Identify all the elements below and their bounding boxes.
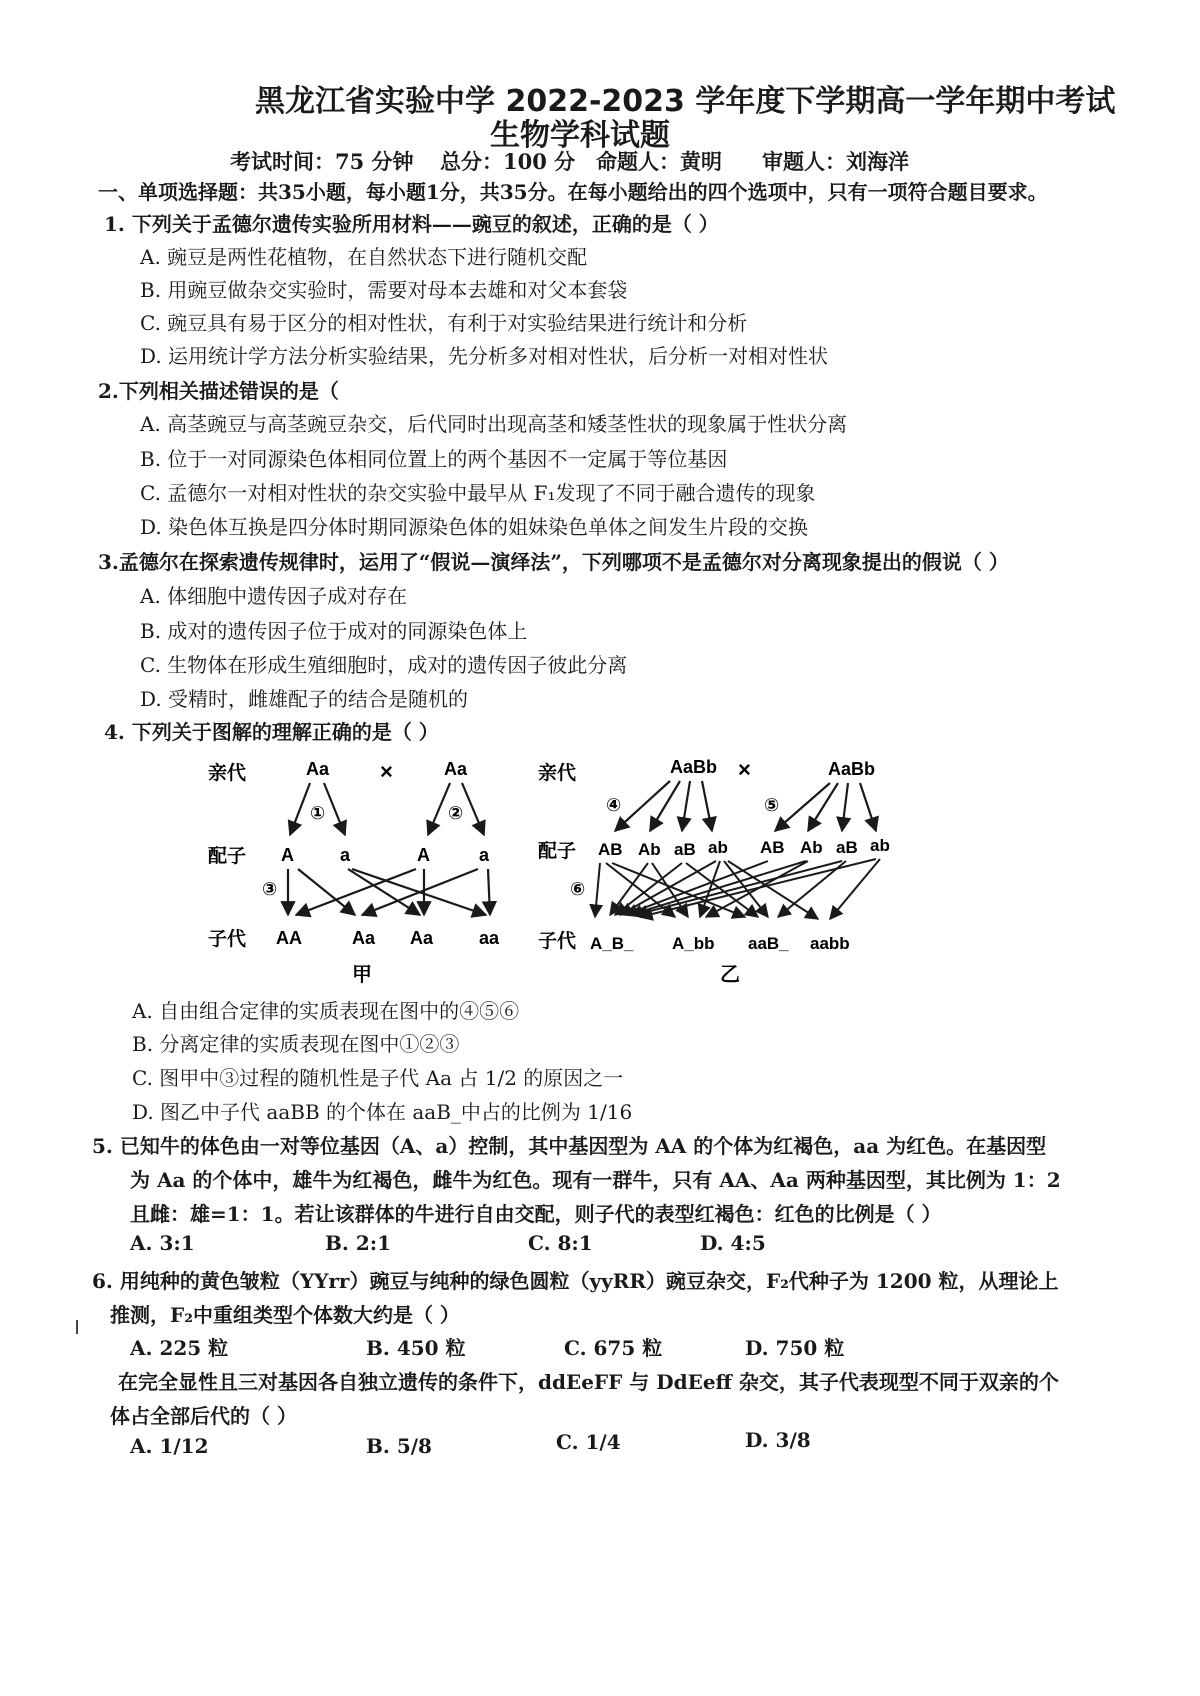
left-gamete-1: A (281, 845, 294, 865)
left-cross-symbol: × (380, 759, 393, 784)
section-heading: 一、单项选择题：共35小题，每小题1分，共35分。在每小题给出的四个选项中，只有一项符合题目要求。 (98, 180, 1048, 204)
left-offspring-3: Aa (410, 928, 434, 948)
q4-option-c: C. 图甲中③过程的随机性是子代 Aa 占 1/2 的原因之一 (132, 1066, 624, 1090)
q2-option-a: A. 高茎豌豆与高茎豌豆杂交，后代同时出现高茎和矮茎性状的现象属于性状分离 (140, 412, 848, 436)
left-offspring-1: AA (276, 928, 302, 948)
q2-option-b: B. 位于一对同源染色体相同位置上的两个基因不一定属于等位基因 (140, 447, 728, 471)
scan-mark (76, 1320, 78, 1334)
question-5-stem-line-2: 为 Aa 的个体中，雄牛为红褐色，雌牛为红色。现有一群牛，只有 AA、Aa 两种基因型，其比例为 1：2 (130, 1168, 1061, 1192)
left-gametes-label: 配子 (208, 846, 247, 867)
step-1-marker: ① (310, 803, 326, 823)
q5-option-c: C. 8:1 (528, 1231, 593, 1255)
q6-option-a: A. 225 粒 (130, 1336, 229, 1360)
left-gamete-2: a (340, 845, 351, 865)
right-offspring-1: A_B_ (590, 934, 634, 953)
question-6-stem-line-1: 6. 用纯种的黄色皱粒（YYrr）豌豆与纯种的绿色圆粒（yyRR）豌豆杂交，F₂代种子为 1200 粒，从理论上 (92, 1269, 1059, 1293)
question-2-stem: 2.下列相关描述错误的是（ (98, 379, 339, 403)
step-2-marker: ② (448, 803, 464, 823)
q4-option-d: D. 图乙中子代 aaBB 的个体在 aaB_中占的比例为 1/16 (132, 1100, 633, 1124)
q4-option-b: B. 分离定律的实质表现在图中①②③ (132, 1032, 460, 1056)
step-6-marker: ⑥ (570, 879, 586, 899)
question-1-stem: 1. 下列关于孟德尔遗传实验所用材料——豌豆的叙述，正确的是（ ） (104, 212, 719, 236)
author: 命题人：黄明 (596, 149, 722, 174)
left-caption: 甲 (352, 964, 372, 986)
q7-option-d: D. 3/8 (745, 1428, 811, 1452)
q7-option-b: B. 5/8 (366, 1434, 432, 1458)
right-gamete-3: aB (674, 840, 696, 859)
question-5-stem-line-1: 5. 已知牛的体色由一对等位基因（A、a）控制，其中基因型为 AA 的个体为红褐色，aa 为红色。在基因型 (92, 1134, 1047, 1158)
question-4-stem: 4. 下列关于图解的理解正确的是（ ） (104, 720, 439, 744)
exam-time: 考试时间：75 分钟 (230, 149, 414, 174)
left-parents-label: 亲代 (208, 763, 247, 784)
right-gamete-7: aB (836, 838, 858, 857)
q6-option-c: C. 675 粒 (564, 1336, 663, 1360)
right-gamete-2: Ab (638, 840, 661, 859)
question-5-stem-line-3: 且雌：雄=1：1。若让该群体的牛进行自由交配，则子代的表型红褐色：红色的比例是（ ） (130, 1202, 942, 1226)
left-offspring-label: 子代 (208, 929, 247, 950)
genetics-diagram (0, 745, 1200, 1005)
left-gamete-4: a (479, 845, 490, 865)
q7-option-c: C. 1/4 (556, 1430, 621, 1454)
q1-option-b: B. 用豌豆做杂交实验时，需要对母本去雄和对父本套袋 (140, 278, 628, 302)
right-offspring-3: aaB_ (748, 934, 789, 953)
question-3-stem: 3.孟德尔在探索遗传规律时，运用了“假说—演绎法”，下列哪项不是孟德尔对分离现象提出的假说（ ） (98, 550, 1009, 574)
right-cross-symbol: × (738, 757, 751, 782)
right-gamete-1: AB (598, 840, 623, 859)
left-gamete-3: A (417, 845, 430, 865)
right-gamete-5: AB (760, 838, 785, 857)
q1-option-c: C. 豌豆具有易于区分的相对性状，有利于对实验结果进行统计和分析 (140, 311, 748, 335)
right-offspring-2: A_bb (672, 934, 715, 953)
right-gamete-8: ab (870, 836, 890, 855)
q2-option-c: C. 孟德尔一对相对性状的杂交实验中最早从 F₁发现了不同于融合遗传的现象 (140, 481, 816, 505)
left-parent-1: Aa (306, 759, 330, 779)
q6-option-b: B. 450 粒 (366, 1336, 466, 1360)
total-score: 总分：100 分 (440, 149, 576, 174)
q3-option-a: A. 体细胞中遗传因子成对存在 (140, 584, 408, 608)
q4-option-a: A. 自由组合定律的实质表现在图中的④⑤⑥ (132, 999, 520, 1023)
q1-option-d: D. 运用统计学方法分析实验结果，先分析多对相对性状，后分析一对相对性状 (140, 344, 829, 368)
q3-option-b: B. 成对的遗传因子位于成对的同源染色体上 (140, 619, 528, 643)
q2-option-d: D. 染色体互换是四分体时期同源染色体的姐妹染色单体之间发生片段的交换 (140, 515, 809, 539)
q5-option-a: A. 3:1 (130, 1231, 195, 1255)
step-3-marker: ③ (262, 879, 278, 899)
right-parent-2: AaBb (828, 759, 876, 779)
q1-option-a: A. 豌豆是两性花植物，在自然状态下进行随机交配 (140, 245, 588, 269)
question-7-stem-line-1: 在完全显性且三对基因各自独立遗传的条件下，ddEeFF 与 DdEeff 杂交，其子代表现型不同于双亲的个 (118, 1370, 1059, 1394)
right-caption: 乙 (720, 964, 740, 986)
exam-subtitle: 生物学科试题 (490, 118, 670, 153)
left-offspring-2: Aa (352, 928, 376, 948)
left-offspring-4: aa (479, 928, 500, 948)
q5-option-d: D. 4:5 (700, 1231, 766, 1255)
step-4-marker: ④ (606, 795, 622, 815)
question-6-stem-line-2: 推测，F₂中重组类型个体数大约是（ ） (110, 1303, 460, 1327)
right-offspring-4: aabb (810, 934, 850, 953)
right-parents-label: 亲代 (538, 763, 577, 784)
q3-option-c: C. 生物体在形成生殖细胞时，成对的遗传因子彼此分离 (140, 653, 628, 677)
right-gamete-6: Ab (800, 838, 823, 857)
reviewer: 审题人：刘海洋 (762, 149, 909, 174)
q5-option-b: B. 2:1 (325, 1231, 392, 1255)
right-gametes-label: 配子 (538, 841, 577, 862)
q3-option-d: D. 受精时，雌雄配子的结合是随机的 (140, 687, 469, 711)
right-gamete-4: ab (708, 838, 728, 857)
q7-option-a: A. 1/12 (130, 1434, 209, 1458)
q6-option-d: D. 750 粒 (745, 1336, 845, 1360)
left-parent-2: Aa (444, 759, 468, 779)
exam-title: 黑龙江省实验中学 2022-2023 学年度下学期高一学年期中考试 (255, 84, 1116, 119)
step-5-marker: ⑤ (764, 795, 780, 815)
question-7-stem-line-2: 体占全部后代的（ ） (110, 1404, 297, 1428)
right-parent-1: AaBb (670, 757, 718, 777)
right-offspring-label: 子代 (538, 931, 577, 952)
